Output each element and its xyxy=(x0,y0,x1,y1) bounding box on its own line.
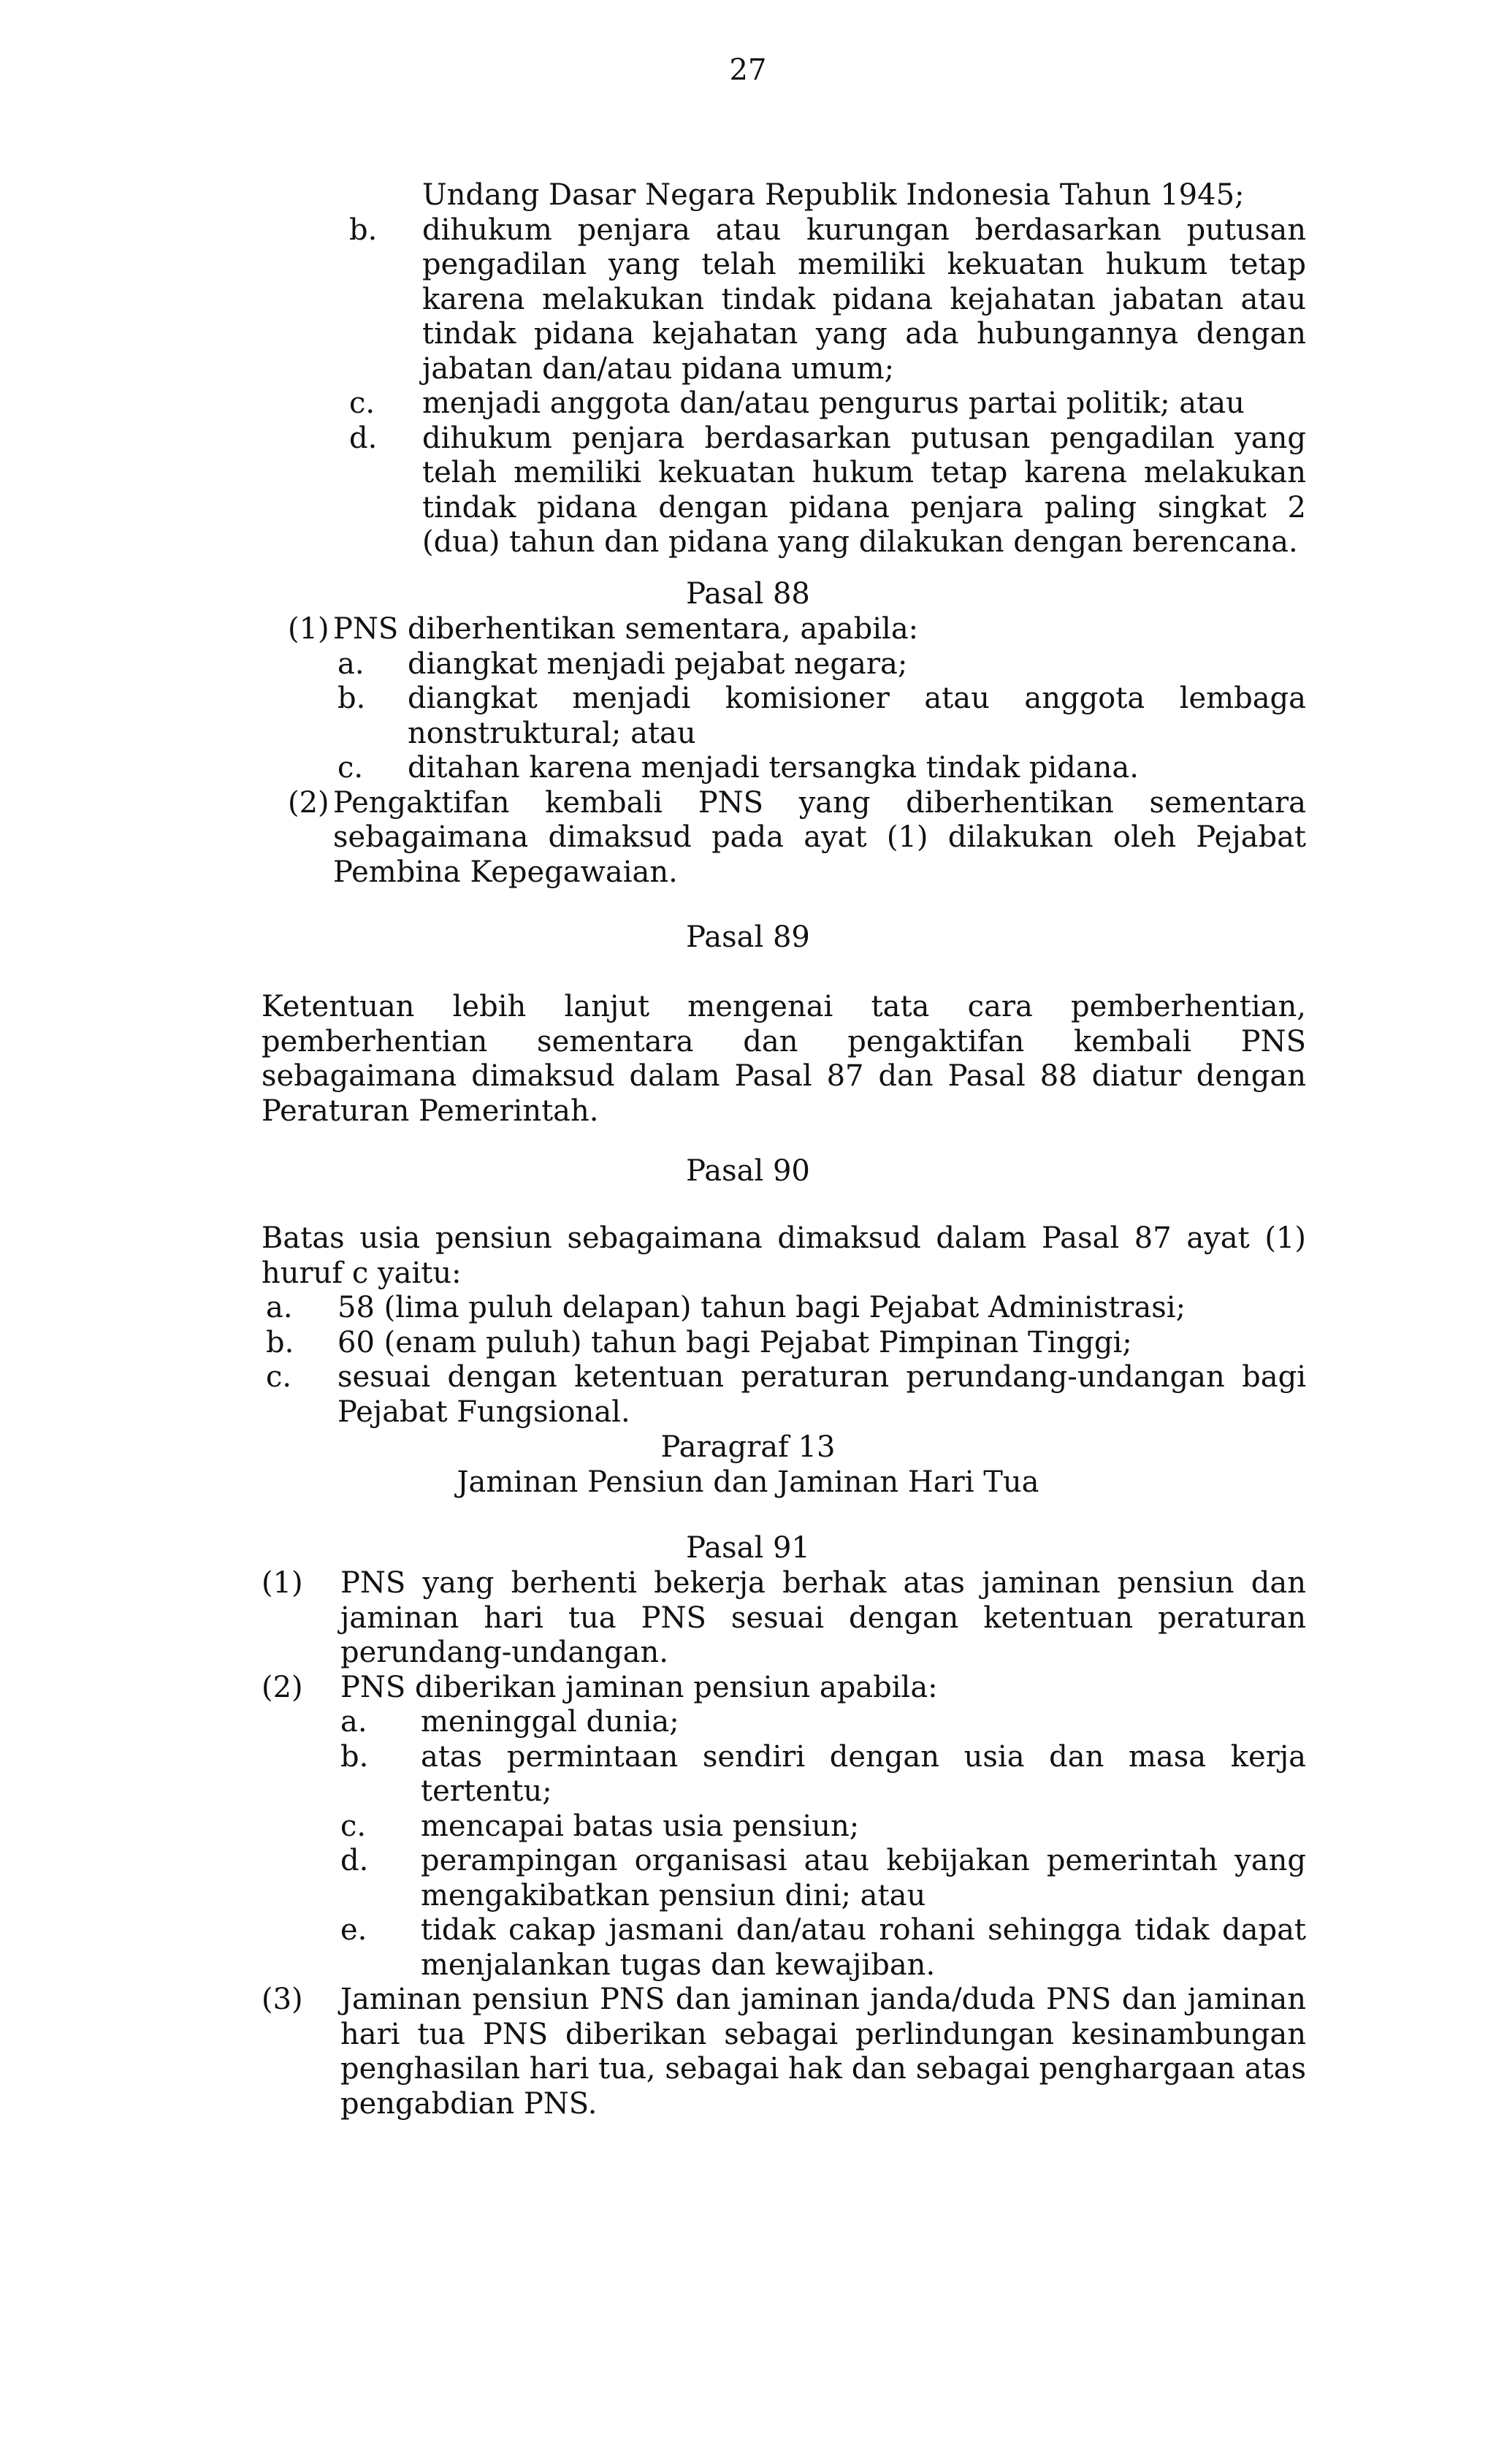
list-item xyxy=(262,1913,1306,1983)
list-label: a. xyxy=(266,1291,293,1324)
list-text: perampingan organisasi atau kebijakan pemerintah yang mengakibatkan pensiun dini; atau xyxy=(421,1844,1306,1912)
list-label: c. xyxy=(337,751,364,785)
ayat-label: (1) xyxy=(288,612,329,646)
pasal89-text: Ketentuan lebih lanjut mengenai tata cara pemberhentian, pemberhentian sementara dan pengaktifan kembali PNS sebagaimana dimaksud dalam Pasal 87 dan Pasal 88 diatur dengan Peraturan Pemerintah. xyxy=(262,990,1306,1128)
pasal89-heading: Pasal 89 xyxy=(686,920,810,954)
list-label: b. xyxy=(349,213,378,247)
ayat-text: PNS diberhentikan sementara, apabila: xyxy=(333,612,919,646)
pasal90-heading: Pasal 90 xyxy=(686,1154,810,1188)
list-item xyxy=(349,386,1306,422)
pasal87-continuation xyxy=(349,178,1306,560)
list-label: a. xyxy=(337,646,365,681)
list-label: e. xyxy=(340,1913,367,1947)
page-number: 27 xyxy=(729,53,767,87)
ayat-text: Jaminan pensiun PNS dan jaminan janda/duda PNS dan jaminan hari tua PNS diberikan sebagai perlindungan kesinambungan penghasilan hari tua, sebagai hak dan sebagai penghargaan atas pengabdian PNS. xyxy=(340,1983,1306,2121)
pasal88-heading: Pasal 88 xyxy=(686,577,810,611)
list-label: b. xyxy=(337,682,366,715)
pasal91-heading: Pasal 91 xyxy=(686,1531,810,1565)
pasal87-intro-line: Undang Dasar Negara Republik Indonesia Tahun 1945; xyxy=(422,178,1245,212)
list-text: dihukum penjara berdasarkan putusan pengadilan yang telah memiliki kekuatan hukum tetap karena melakukan tindak pidana dengan pidana penjara paling singkat 2 (dua) tahun dan pidana yang dilakukan dengan berencana. xyxy=(422,421,1306,559)
list-label: b. xyxy=(266,1325,294,1359)
list-label: c. xyxy=(266,1360,292,1394)
list-text: menjadi anggota dan/atau pengurus partai politik; atau xyxy=(422,386,1245,420)
ayat-text: Pengaktifan kembali PNS yang diberhentikan sementara sebagaimana dimaksud pada ayat (1) dilakukan oleh Pejabat Pembina Kepegawaian. xyxy=(333,785,1306,889)
ayat-text: PNS diberikan jaminan pensiun apabila: xyxy=(340,1670,938,1704)
list-text: sesuai dengan ketentuan peraturan perundang-undangan bagi Pejabat Fungsional. xyxy=(337,1360,1306,1429)
list-item xyxy=(262,1844,1306,1913)
list-text: dihukum penjara atau kurungan berdasarkan putusan pengadilan yang telah memiliki kekuatan hukum tetap karena melakukan tindak pidana kejahatan jabatan atau tindak pidana kejahatan yang ada hubungannya dengan jabatan dan/atau pidana umum; xyxy=(422,213,1306,386)
list-item xyxy=(288,682,1306,751)
pasal88-ayat2 xyxy=(288,786,1306,890)
list-label: d. xyxy=(340,1844,369,1877)
list-label: d. xyxy=(349,421,378,455)
list-text: diangkat menjadi pejabat negara; xyxy=(408,646,908,681)
ayat-label: (1) xyxy=(262,1566,303,1600)
pasal91-ayat1 xyxy=(262,1566,1306,1671)
pasal91-body xyxy=(262,1566,1306,2121)
list-text: ditahan karena menjadi tersangka tindak pidana. xyxy=(408,751,1139,785)
list-item xyxy=(262,1740,1306,1809)
pasal91-ayat2 xyxy=(262,1671,1306,1706)
pasal88-ayat1 xyxy=(288,612,1306,647)
list-text: 60 (enam puluh) tahun bagi Pejabat Pimpinan Tinggi; xyxy=(337,1325,1132,1359)
list-item xyxy=(262,1809,1306,1845)
list-item xyxy=(349,213,1306,387)
list-label: b. xyxy=(340,1739,369,1774)
pasal88-body xyxy=(288,612,1306,890)
list-label: c. xyxy=(340,1809,367,1843)
paragraf13-heading: Paragraf 13 xyxy=(660,1430,836,1464)
list-item xyxy=(262,1291,1306,1326)
ayat-label: (3) xyxy=(262,1983,303,2016)
list-text: atas permintaan sendiri dengan usia dan masa kerja tertentu; xyxy=(421,1739,1306,1808)
list-text: diangkat menjadi komisioner atau anggota lembaga nonstruktural; atau xyxy=(408,682,1306,750)
list-item xyxy=(262,1360,1306,1430)
pasal91-ayat3 xyxy=(262,1983,1306,2121)
list-label: a. xyxy=(340,1705,367,1739)
list-text: tidak cakap jasmani dan/atau rohani sehingga tidak dapat menjalankan tugas dan kewajiban. xyxy=(421,1913,1306,1982)
list-text: 58 (lima puluh delapan) tahun bagi Pejabat Administrasi; xyxy=(337,1291,1186,1324)
list-item xyxy=(262,1705,1306,1740)
list-label: c. xyxy=(349,386,375,420)
list-item xyxy=(262,1326,1306,1361)
list-text: mencapai batas usia pensiun; xyxy=(421,1809,860,1843)
list-item xyxy=(288,647,1306,682)
list-text: meninggal dunia; xyxy=(421,1705,679,1739)
paragraf13-title: Jaminan Pensiun dan Jaminan Hari Tua xyxy=(457,1465,1039,1499)
pasal90-text: Batas usia pensiun sebagaimana dimaksud dalam Pasal 87 ayat (1) huruf c yaitu: xyxy=(262,1221,1306,1290)
ayat-label: (2) xyxy=(262,1670,303,1704)
ayat-text: PNS yang berhenti bekerja berhak atas jaminan pensiun dan jaminan hari tua PNS sesuai dengan ketentuan peraturan perundang-undangan. xyxy=(340,1566,1306,1669)
list-item xyxy=(349,422,1306,560)
list-item xyxy=(288,751,1306,786)
ayat-label: (2) xyxy=(288,785,329,820)
pasal90-body xyxy=(262,1221,1306,1430)
